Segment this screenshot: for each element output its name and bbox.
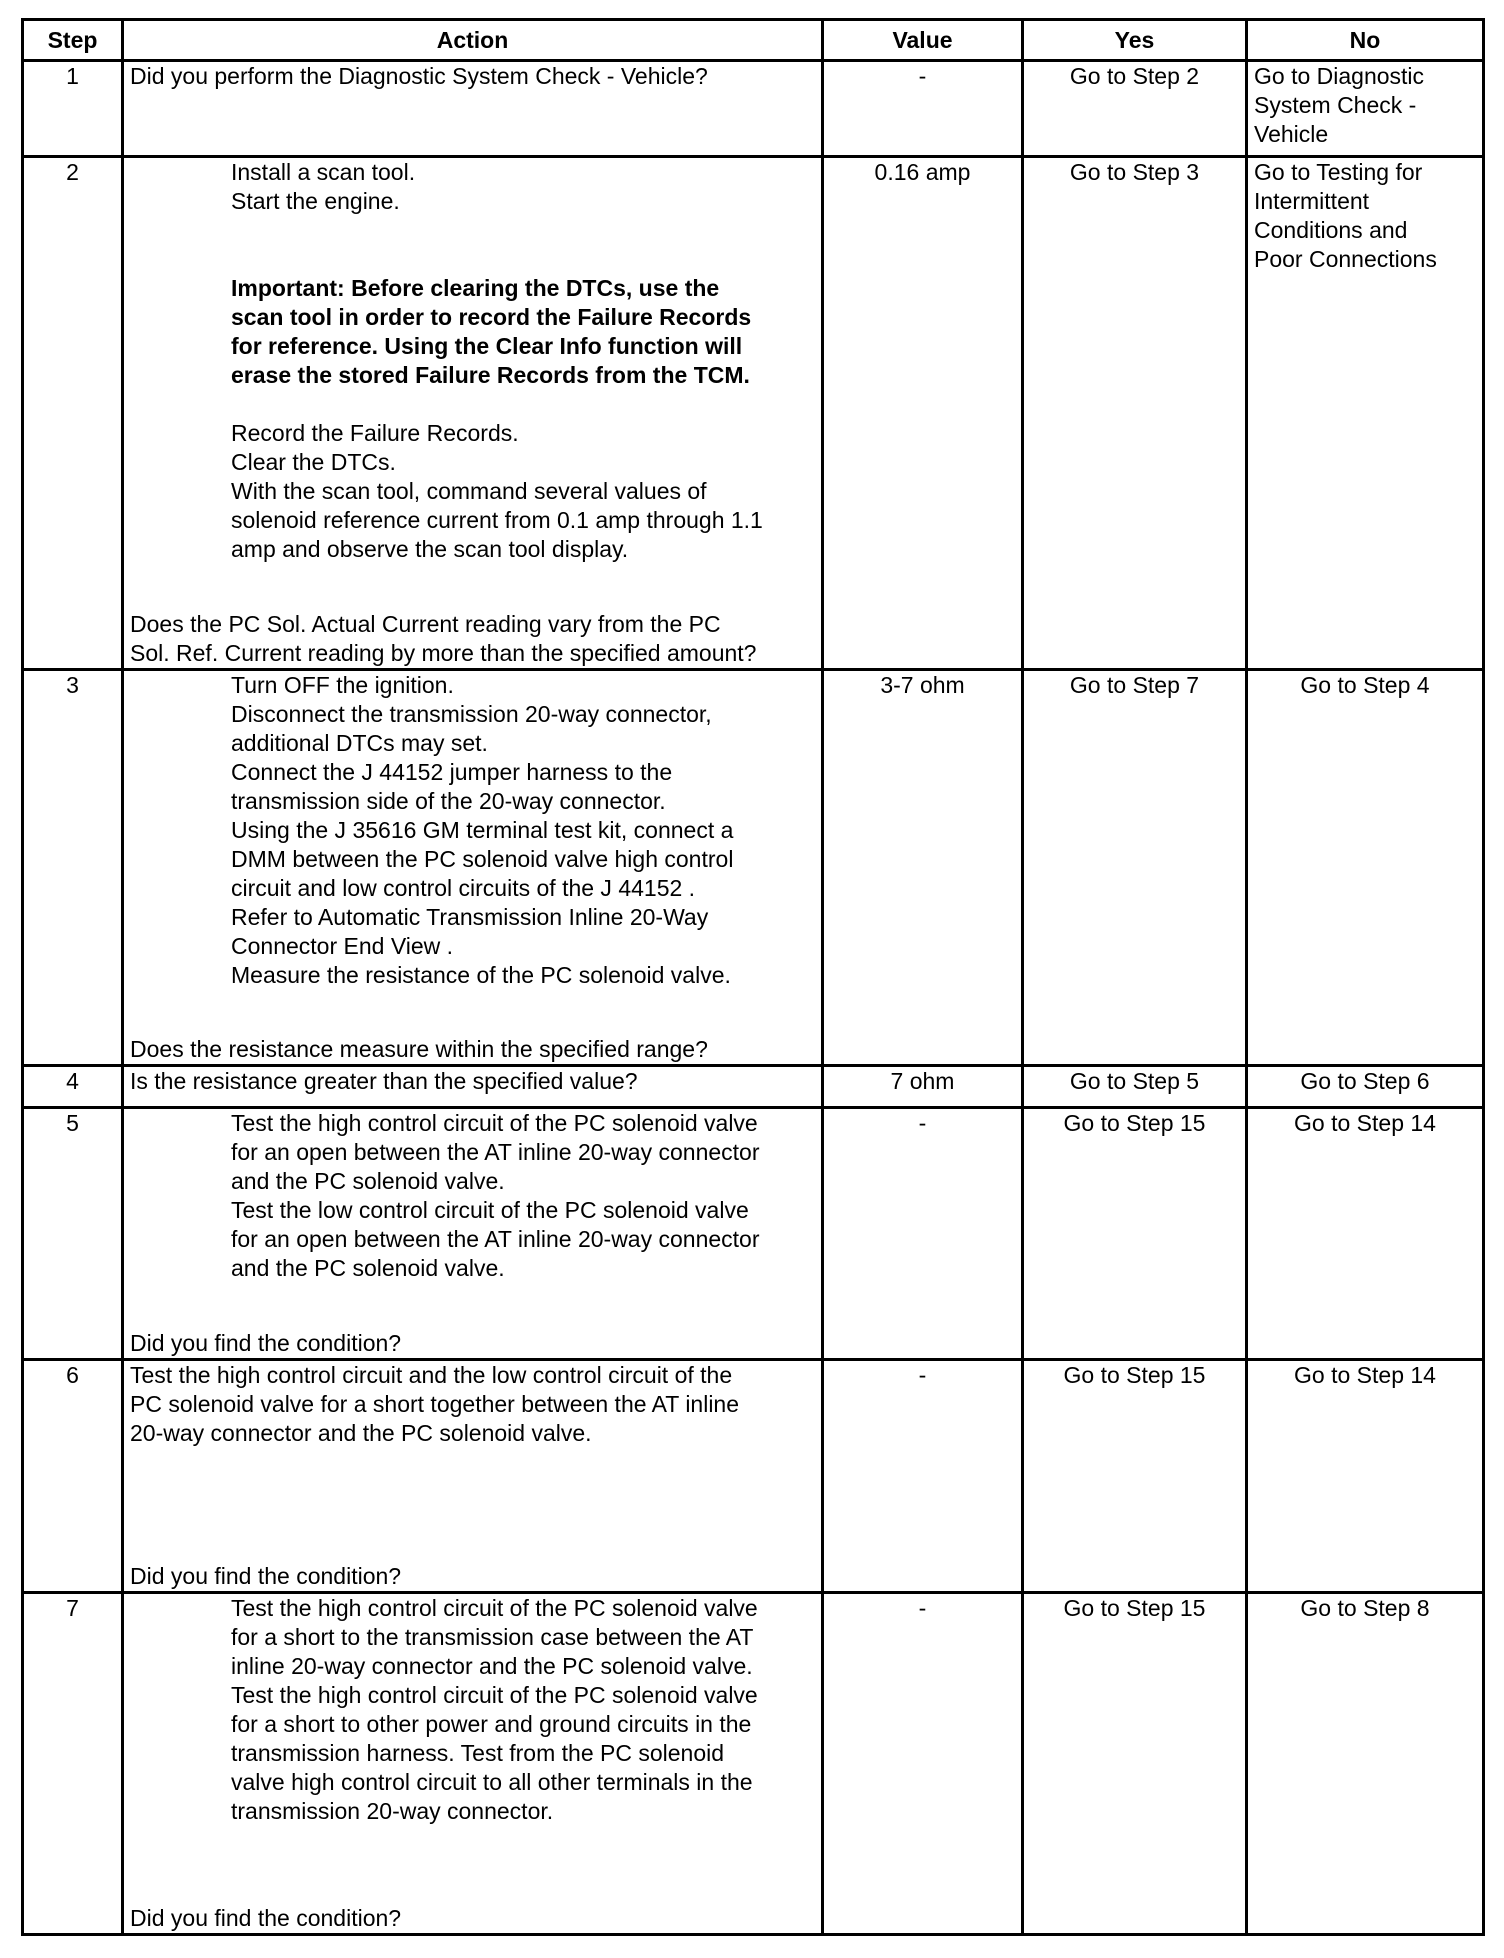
yes-cell: Go to Step 5 <box>1023 1066 1247 1108</box>
diagnostic-table <box>21 18 1485 1936</box>
no-line: Go to Diagnostic <box>1254 63 1425 89</box>
yes-cell: Go to Step 15 <box>1023 1593 1247 1935</box>
no-line: Intermittent <box>1254 188 1370 214</box>
value-cell: 0.16 amp <box>823 157 1023 670</box>
action-line: Did you perform the Diagnostic System Check - Vehicle? <box>130 63 708 89</box>
step-number: 7 <box>23 1593 123 1935</box>
action-line: DMM between the PC solenoid valve high control <box>231 846 734 872</box>
important-line: Important: Before clearing the DTCs, use the <box>231 275 720 301</box>
value-cell: - <box>823 1593 1023 1935</box>
action-cell <box>123 1108 823 1360</box>
action-line: Is the resistance greater than the specified value? <box>130 1068 638 1094</box>
question-line: Did you find the condition? <box>130 1905 402 1931</box>
action-line: 20-way connector and the PC solenoid valve. <box>130 1420 592 1446</box>
no-cell: Go to Step 14 <box>1247 1108 1484 1360</box>
no-cell: Go to Step 6 <box>1247 1066 1484 1108</box>
action-line: amp and observe the scan tool display. <box>231 536 629 562</box>
action-line: valve high control circuit to all other terminals in the <box>231 1769 753 1795</box>
header-yes: Yes <box>1023 20 1247 61</box>
step-number: 3 <box>23 670 123 1066</box>
no-cell: Go to Step 14 <box>1247 1360 1484 1593</box>
question-line: Does the resistance measure within the specified range? <box>130 1036 708 1062</box>
action-line: Test the low control circuit of the PC solenoid valve <box>231 1197 749 1223</box>
action-line: and the PC solenoid valve. <box>231 1168 505 1194</box>
table-row-step-3 <box>23 670 1484 1066</box>
action-line: and the PC solenoid valve. <box>231 1255 505 1281</box>
important-note <box>231 274 815 390</box>
value-cell: - <box>823 1360 1023 1593</box>
action-instructions <box>130 1594 815 1826</box>
no-cell <box>1247 61 1484 157</box>
no-line: Go to Testing for <box>1254 159 1423 185</box>
action-instructions <box>130 671 815 990</box>
action-question <box>130 1562 815 1591</box>
action-line: PC solenoid valve for a short together between the AT inline <box>130 1391 740 1417</box>
question-line: Did you find the condition? <box>130 1330 402 1356</box>
action-line: Measure the resistance of the PC solenoid valve. <box>231 962 731 988</box>
action-cell <box>123 1593 823 1935</box>
no-line: System Check - <box>1254 92 1417 118</box>
table-row-step-1 <box>23 61 1484 157</box>
action-cell <box>123 61 823 157</box>
action-instructions <box>130 1109 815 1283</box>
action-line: additional DTCs may set. <box>231 730 488 756</box>
action-line: Clear the DTCs. <box>231 449 396 475</box>
yes-cell: Go to Step 15 <box>1023 1108 1247 1360</box>
no-cell: Go to Step 8 <box>1247 1593 1484 1935</box>
step-number: 2 <box>23 157 123 670</box>
value-cell: - <box>823 61 1023 157</box>
action-line: for a short to other power and ground circuits in the <box>231 1711 752 1737</box>
action-question <box>130 1329 815 1358</box>
action-line: for a short to the transmission case between the AT <box>231 1624 754 1650</box>
action-cell <box>123 1066 823 1108</box>
action-line: Test the high control circuit of the PC solenoid valve <box>231 1595 758 1621</box>
action-line: circuit and low control circuits of the J 44152 . <box>231 875 696 901</box>
action-cell <box>123 670 823 1066</box>
action-line: Start the engine. <box>231 188 400 214</box>
action-line: transmission side of the 20-way connector. <box>231 788 666 814</box>
action-line: transmission 20-way connector. <box>231 1798 554 1824</box>
action-line: for an open between the AT inline 20-way connector <box>231 1139 760 1165</box>
table-row-step-4 <box>23 1066 1484 1108</box>
important-line: scan tool in order to record the Failure Records <box>231 304 752 330</box>
step-number: 1 <box>23 61 123 157</box>
action-question <box>130 1904 815 1933</box>
header-value: Value <box>823 20 1023 61</box>
step-number: 4 <box>23 1066 123 1108</box>
no-line: Poor Connections <box>1254 246 1437 272</box>
action-question <box>130 610 815 668</box>
no-cell: Go to Step 4 <box>1247 670 1484 1066</box>
header-step: Step <box>23 20 123 61</box>
table-row-step-5 <box>23 1108 1484 1360</box>
yes-cell: Go to Step 15 <box>1023 1360 1247 1593</box>
step-number: 6 <box>23 1360 123 1593</box>
action-line: Test the high control circuit of the PC solenoid valve <box>231 1110 758 1136</box>
yes-cell: Go to Step 2 <box>1023 61 1247 157</box>
action-line: Test the high control circuit of the PC solenoid valve <box>231 1682 758 1708</box>
question-line: Does the PC Sol. Actual Current reading vary from the PC <box>130 611 721 637</box>
header-row <box>23 20 1484 61</box>
yes-cell: Go to Step 7 <box>1023 670 1247 1066</box>
header-no: No <box>1247 20 1484 61</box>
important-line: for reference. Using the Clear Info function will <box>231 333 743 359</box>
no-cell <box>1247 157 1484 670</box>
question-line: Sol. Ref. Current reading by more than the specified amount? <box>130 640 757 666</box>
header-action: Action <box>123 20 823 61</box>
action-instructions <box>130 158 815 564</box>
no-line: Vehicle <box>1254 121 1329 147</box>
action-cell <box>123 1360 823 1593</box>
action-line: inline 20-way connector and the PC solenoid valve. <box>231 1653 753 1679</box>
important-line: erase the stored Failure Records from the TCM. <box>231 362 750 388</box>
action-line: for an open between the AT inline 20-way connector <box>231 1226 760 1252</box>
table-row-step-6 <box>23 1360 1484 1593</box>
value-cell: 7 ohm <box>823 1066 1023 1108</box>
action-line: solenoid reference current from 0.1 amp through 1.1 <box>231 507 763 533</box>
value-cell: 3-7 ohm <box>823 670 1023 1066</box>
action-line: Install a scan tool. <box>231 159 416 185</box>
action-line: Disconnect the transmission 20-way connector, <box>231 701 712 727</box>
action-line: Refer to Automatic Transmission Inline 20-Way <box>231 904 709 930</box>
yes-cell: Go to Step 3 <box>1023 157 1247 670</box>
table-row-step-7 <box>23 1593 1484 1935</box>
action-line: Record the Failure Records. <box>231 420 519 446</box>
value-cell: - <box>823 1108 1023 1360</box>
question-line: Did you find the condition? <box>130 1563 402 1589</box>
step-number: 5 <box>23 1108 123 1360</box>
action-line: Using the J 35616 GM terminal test kit, connect a <box>231 817 734 843</box>
action-line: With the scan tool, command several values of <box>231 478 707 504</box>
action-line: Connector End View . <box>231 933 454 959</box>
action-line: Connect the J 44152 jumper harness to the <box>231 759 673 785</box>
action-line: Turn OFF the ignition. <box>231 672 454 698</box>
action-line: Test the high control circuit and the low control circuit of the <box>130 1362 733 1388</box>
table-row-step-2 <box>23 157 1484 670</box>
action-cell <box>123 157 823 670</box>
action-question <box>130 1035 815 1064</box>
no-line: Conditions and <box>1254 217 1408 243</box>
action-line: transmission harness. Test from the PC solenoid <box>231 1740 725 1766</box>
